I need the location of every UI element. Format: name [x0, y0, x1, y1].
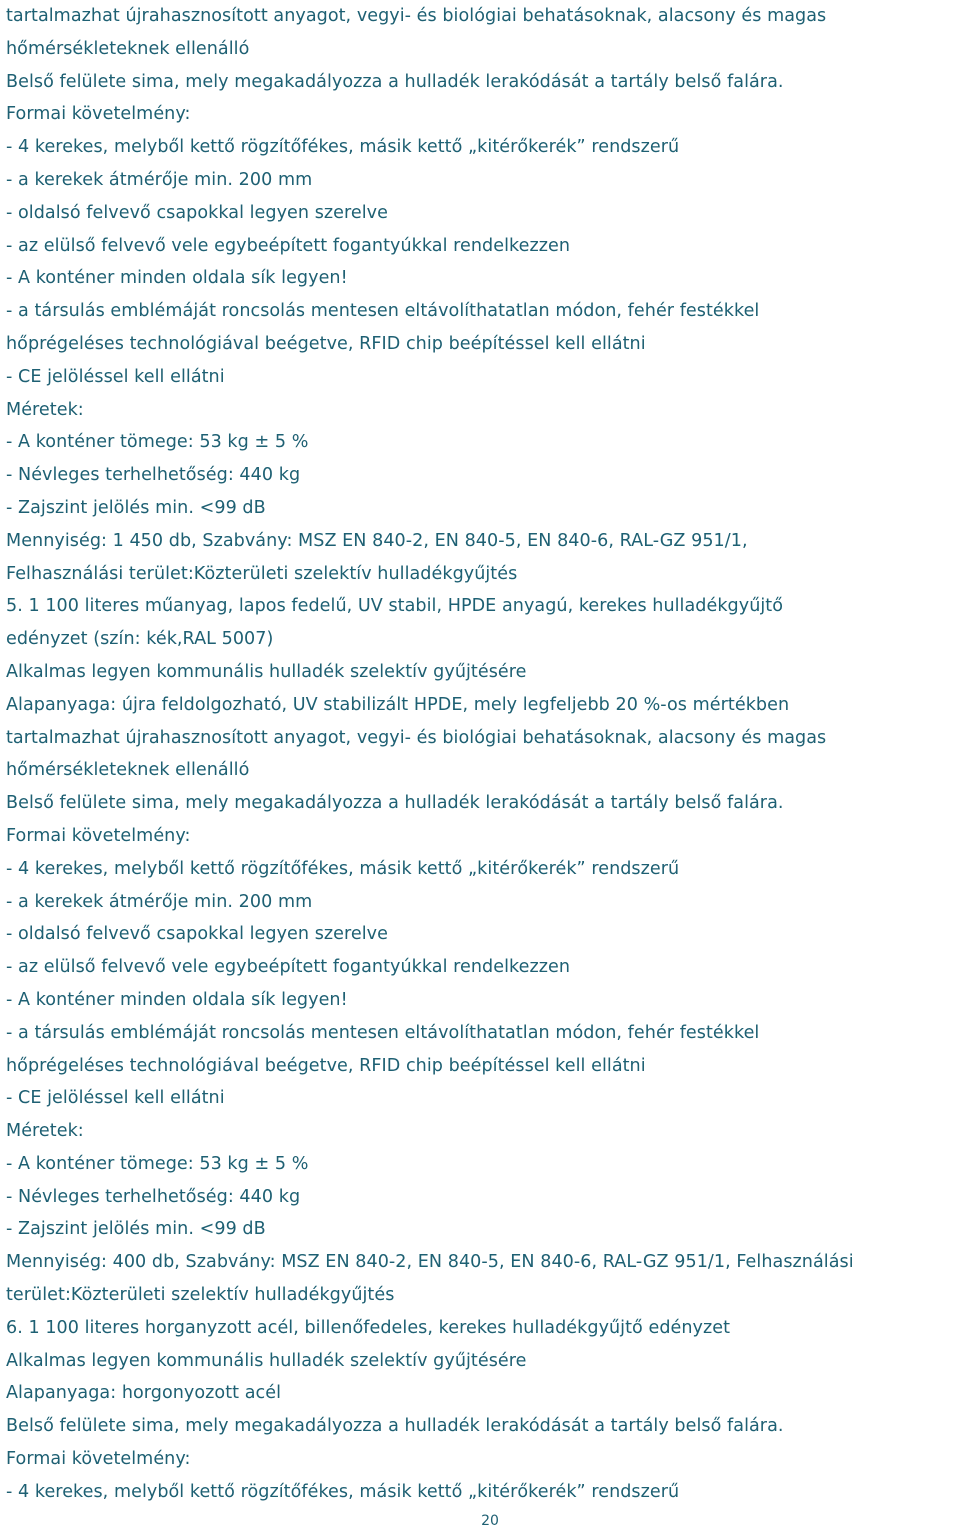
text-line: - CE jelöléssel kell ellátni — [6, 1088, 225, 1109]
text-line: - Zajszint jelölés min. <99 dB — [6, 497, 266, 518]
text-line: - a társulás emblémáját roncsolás mentesen eltávolíthatatlan módon, fehér festékkel — [6, 1022, 760, 1043]
text-line: - Zajszint jelölés min. <99 dB — [6, 1219, 266, 1240]
text-line: 5. 1 100 literes műanyag, lapos fedelű, UV stabil, HPDE anyagú, kerekes hulladékgyűjtő — [6, 596, 784, 617]
text-line: Belső felülete sima, mely megakadályozza a hulladék lerakódását a tartály belső falára. — [6, 793, 784, 814]
text-line: hőmérsékleteknek ellenálló — [6, 760, 250, 781]
document-body — [6, 0, 958, 1509]
text-line: - oldalsó felvevő csapokkal legyen szerelve — [6, 202, 388, 223]
text-line: - A konténer minden oldala sík legyen! — [6, 268, 348, 289]
text-line: Méretek: — [6, 1121, 84, 1142]
text-line: Belső felülete sima, mely megakadályozza a hulladék lerakódását a tartály belső falára. — [6, 1416, 784, 1437]
text-line: hőmérsékleteknek ellenálló — [6, 38, 250, 59]
text-line: Belső felülete sima, mely megakadályozza a hulladék lerakódását a tartály belső falára. — [6, 71, 784, 92]
text-line: Formai követelmény: — [6, 825, 191, 846]
text-line: tartalmazhat újrahasznosított anyagot, vegyi- és biológiai behatásoknak, alacsony és magas — [6, 727, 827, 748]
text-line: Mennyiség: 1 450 db, Szabvány: MSZ EN 840-2, EN 840-5, EN 840-6, RAL-GZ 951/1, — [6, 530, 748, 551]
text-line: - oldalsó felvevő csapokkal legyen szerelve — [6, 924, 388, 945]
text-line: terület:Közterületi szelektív hulladékgyűjtés — [6, 1285, 395, 1306]
text-line: hőprégeléses technológiával beégetve, RFID chip beépítéssel kell ellátni — [6, 333, 646, 354]
text-line: Formai követelmény: — [6, 1449, 191, 1470]
text-line: - a társulás emblémáját roncsolás mentesen eltávolíthatatlan módon, fehér festékkel — [6, 301, 760, 322]
text-line: - A konténer minden oldala sík legyen! — [6, 989, 348, 1010]
text-line: tartalmazhat újrahasznosított anyagot, vegyi- és biológiai behatásoknak, alacsony és magas — [6, 6, 827, 26]
text-line: - az elülső felvevő vele egybeépített fogantyúkkal rendelkezzen — [6, 235, 571, 256]
text-line: Felhasználási terület:Közterületi szelektív hulladékgyűjtés — [6, 563, 518, 584]
text-line: edényzet (szín: kék,RAL 5007) — [6, 629, 274, 650]
text-line: - a kerekek átmérője min. 200 mm — [6, 891, 313, 912]
page-number: 20 — [481, 1513, 499, 1529]
text-line: - Névleges terhelhetőség: 440 kg — [6, 465, 301, 486]
text-line: - az elülső felvevő vele egybeépített fogantyúkkal rendelkezzen — [6, 957, 571, 978]
text-line: - 4 kerekes, melyből kettő rögzítőfékes, másik kettő „kitérőkerék” rendszerű — [6, 137, 680, 158]
text-line: Alapanyaga: horgonyozott acél — [6, 1383, 281, 1404]
text-line: Alkalmas legyen kommunális hulladék szelektív gyűjtésére — [6, 1350, 527, 1371]
text-line: 6. 1 100 literes horganyzott acél, billenőfedeles, kerekes hulladékgyűjtő edényzet — [6, 1317, 731, 1338]
text-line: Alapanyaga: újra feldolgozható, UV stabilizált HPDE, mely legfeljebb 20 %-os mértékben — [6, 694, 790, 715]
text-line: Mennyiség: 400 db, Szabvány: MSZ EN 840-2, EN 840-5, EN 840-6, RAL-GZ 951/1, Felhasználási — [6, 1252, 854, 1273]
text-line: - A konténer tömege: 53 kg ± 5 % — [6, 1153, 309, 1174]
text-line: - A konténer tömege: 53 kg ± 5 % — [6, 432, 309, 453]
text-line: hőprégeléses technológiával beégetve, RFID chip beépítéssel kell ellátni — [6, 1055, 646, 1076]
text-line: - 4 kerekes, melyből kettő rögzítőfékes, másik kettő „kitérőkerék” rendszerű — [6, 1481, 680, 1502]
text-line: Formai követelmény: — [6, 104, 191, 125]
text-line: - a kerekek átmérője min. 200 mm — [6, 169, 313, 190]
text-line: Alkalmas legyen kommunális hulladék szelektív gyűjtésére — [6, 661, 527, 682]
text-line: - CE jelöléssel kell ellátni — [6, 366, 225, 387]
text-line: Méretek: — [6, 399, 84, 420]
text-line: - 4 kerekes, melyből kettő rögzítőfékes, másik kettő „kitérőkerék” rendszerű — [6, 858, 680, 879]
text-line: - Névleges terhelhetőség: 440 kg — [6, 1186, 301, 1207]
